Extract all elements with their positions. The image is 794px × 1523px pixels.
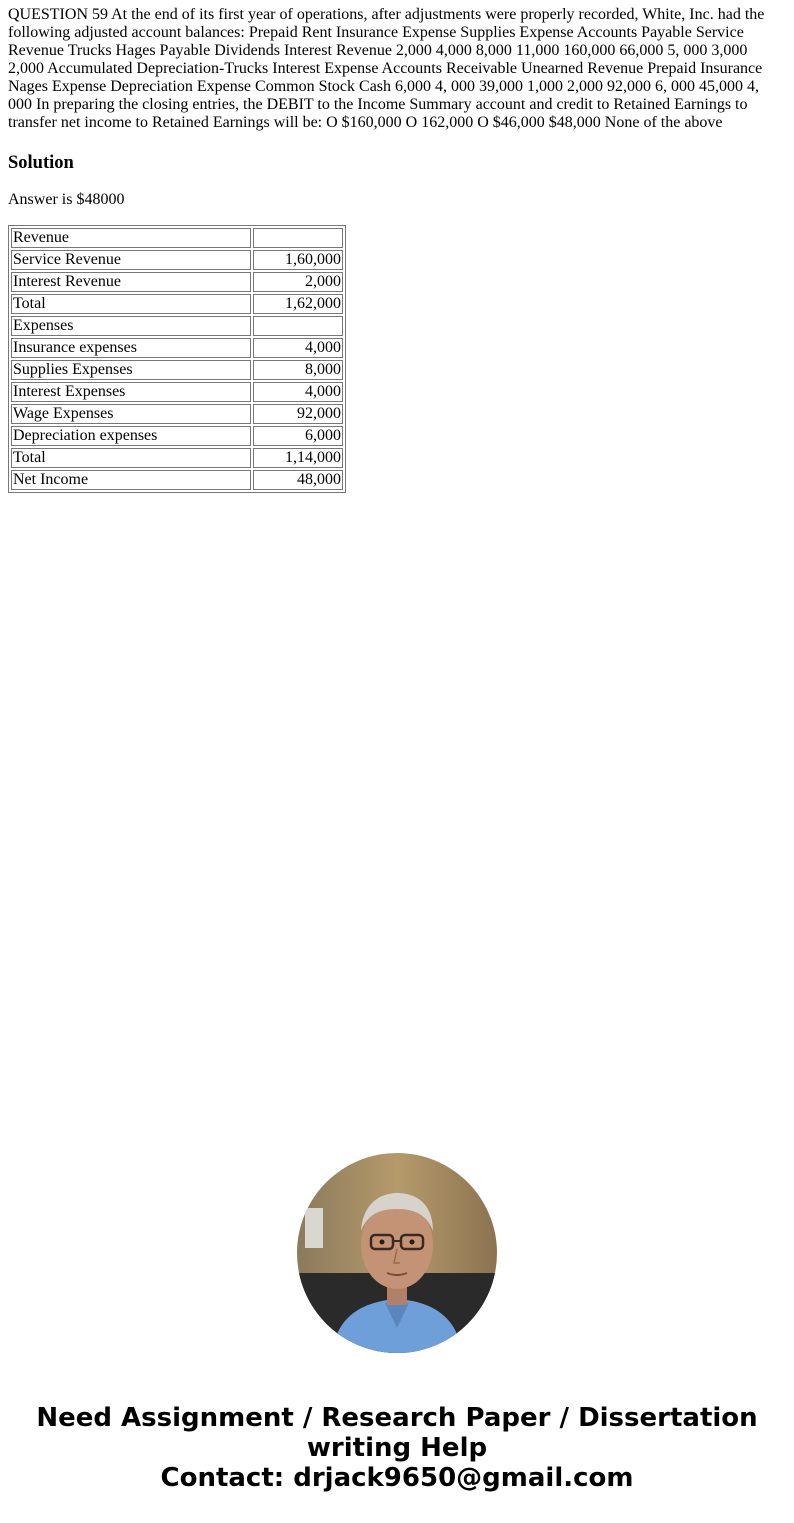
row-amount: 8,000	[253, 360, 343, 380]
question-text: QUESTION 59 At the end of its first year of operations, after adjustments were properly recorded, White, Inc. had the following adjusted account balances: Prepaid Rent Insurance Expense Supplies Expense Accounts Payable Service Revenue Trucks Hages Payable Dividends Interest Revenue 2,000 4,000 8,000 11,000 160,000 66,000 5, 000 3,000 2,000 Accumulated Depreciation-Trucks Interest Expense Accounts Receivable Unearned Revenue Prepaid Insurance Nages Expense Depreciation Expense Common Stock Cash 6,000 4, 000 39,000 1,000 2,000 92,000 6, 000 45,000 4, 000 In preparing the closing entries, the DEBIT to the Income Summary account and credit to Retained Earnings to transfer net income to Retained Earnings will be: O $160,000 O 162,000 O $46,000 $48,000 None of the above	[8, 6, 765, 131]
row-label: Interest Revenue	[11, 272, 251, 292]
row-amount: 4,000	[253, 382, 343, 402]
row-amount: 1,14,000	[253, 448, 343, 468]
row-label: Service Revenue	[11, 250, 251, 270]
row-amount: 4,000	[253, 338, 343, 358]
row-amount: 48,000	[253, 470, 343, 490]
avatar-portrait-image	[297, 1153, 497, 1353]
row-amount: 2,000	[253, 272, 343, 292]
row-amount: 1,62,000	[253, 294, 343, 314]
answer-text: Answer is $48000	[8, 191, 125, 208]
table-row	[11, 294, 343, 314]
promo-contact: Contact: drjack9650@gmail.com	[160, 1463, 634, 1493]
promo-banner	[0, 1403, 794, 1493]
row-label: Interest Expenses	[11, 382, 251, 402]
table-row	[11, 316, 343, 336]
solution-heading: Solution	[8, 153, 74, 173]
row-label: Total	[11, 294, 251, 314]
table-row	[11, 448, 343, 468]
table-row	[11, 338, 343, 358]
table-row	[11, 272, 343, 292]
row-label: Total	[11, 448, 251, 468]
row-amount: 92,000	[253, 404, 343, 424]
document-content	[8, 6, 786, 493]
row-label: Depreciation expenses	[11, 426, 251, 446]
row-amount	[253, 228, 343, 248]
table-row	[11, 382, 343, 402]
table-row	[11, 250, 343, 270]
row-label: Supplies Expenses	[11, 360, 251, 380]
row-label: Expenses	[11, 316, 251, 336]
row-amount: 1,60,000	[253, 250, 343, 270]
row-label: Wage Expenses	[11, 404, 251, 424]
row-label: Revenue	[11, 228, 251, 248]
row-amount	[253, 316, 343, 336]
tutor-avatar	[297, 1153, 497, 1353]
table-row	[11, 228, 343, 248]
table-row	[11, 404, 343, 424]
row-label: Insurance expenses	[11, 338, 251, 358]
table-row	[11, 426, 343, 446]
row-amount: 6,000	[253, 426, 343, 446]
table-row	[11, 470, 343, 490]
promo-line-1: Need Assignment / Research Paper / Dissertation	[36, 1403, 758, 1433]
row-label: Net Income	[11, 470, 251, 490]
promo-line-2: writing Help	[306, 1433, 488, 1463]
table-row	[11, 360, 343, 380]
income-statement-table	[8, 225, 346, 493]
